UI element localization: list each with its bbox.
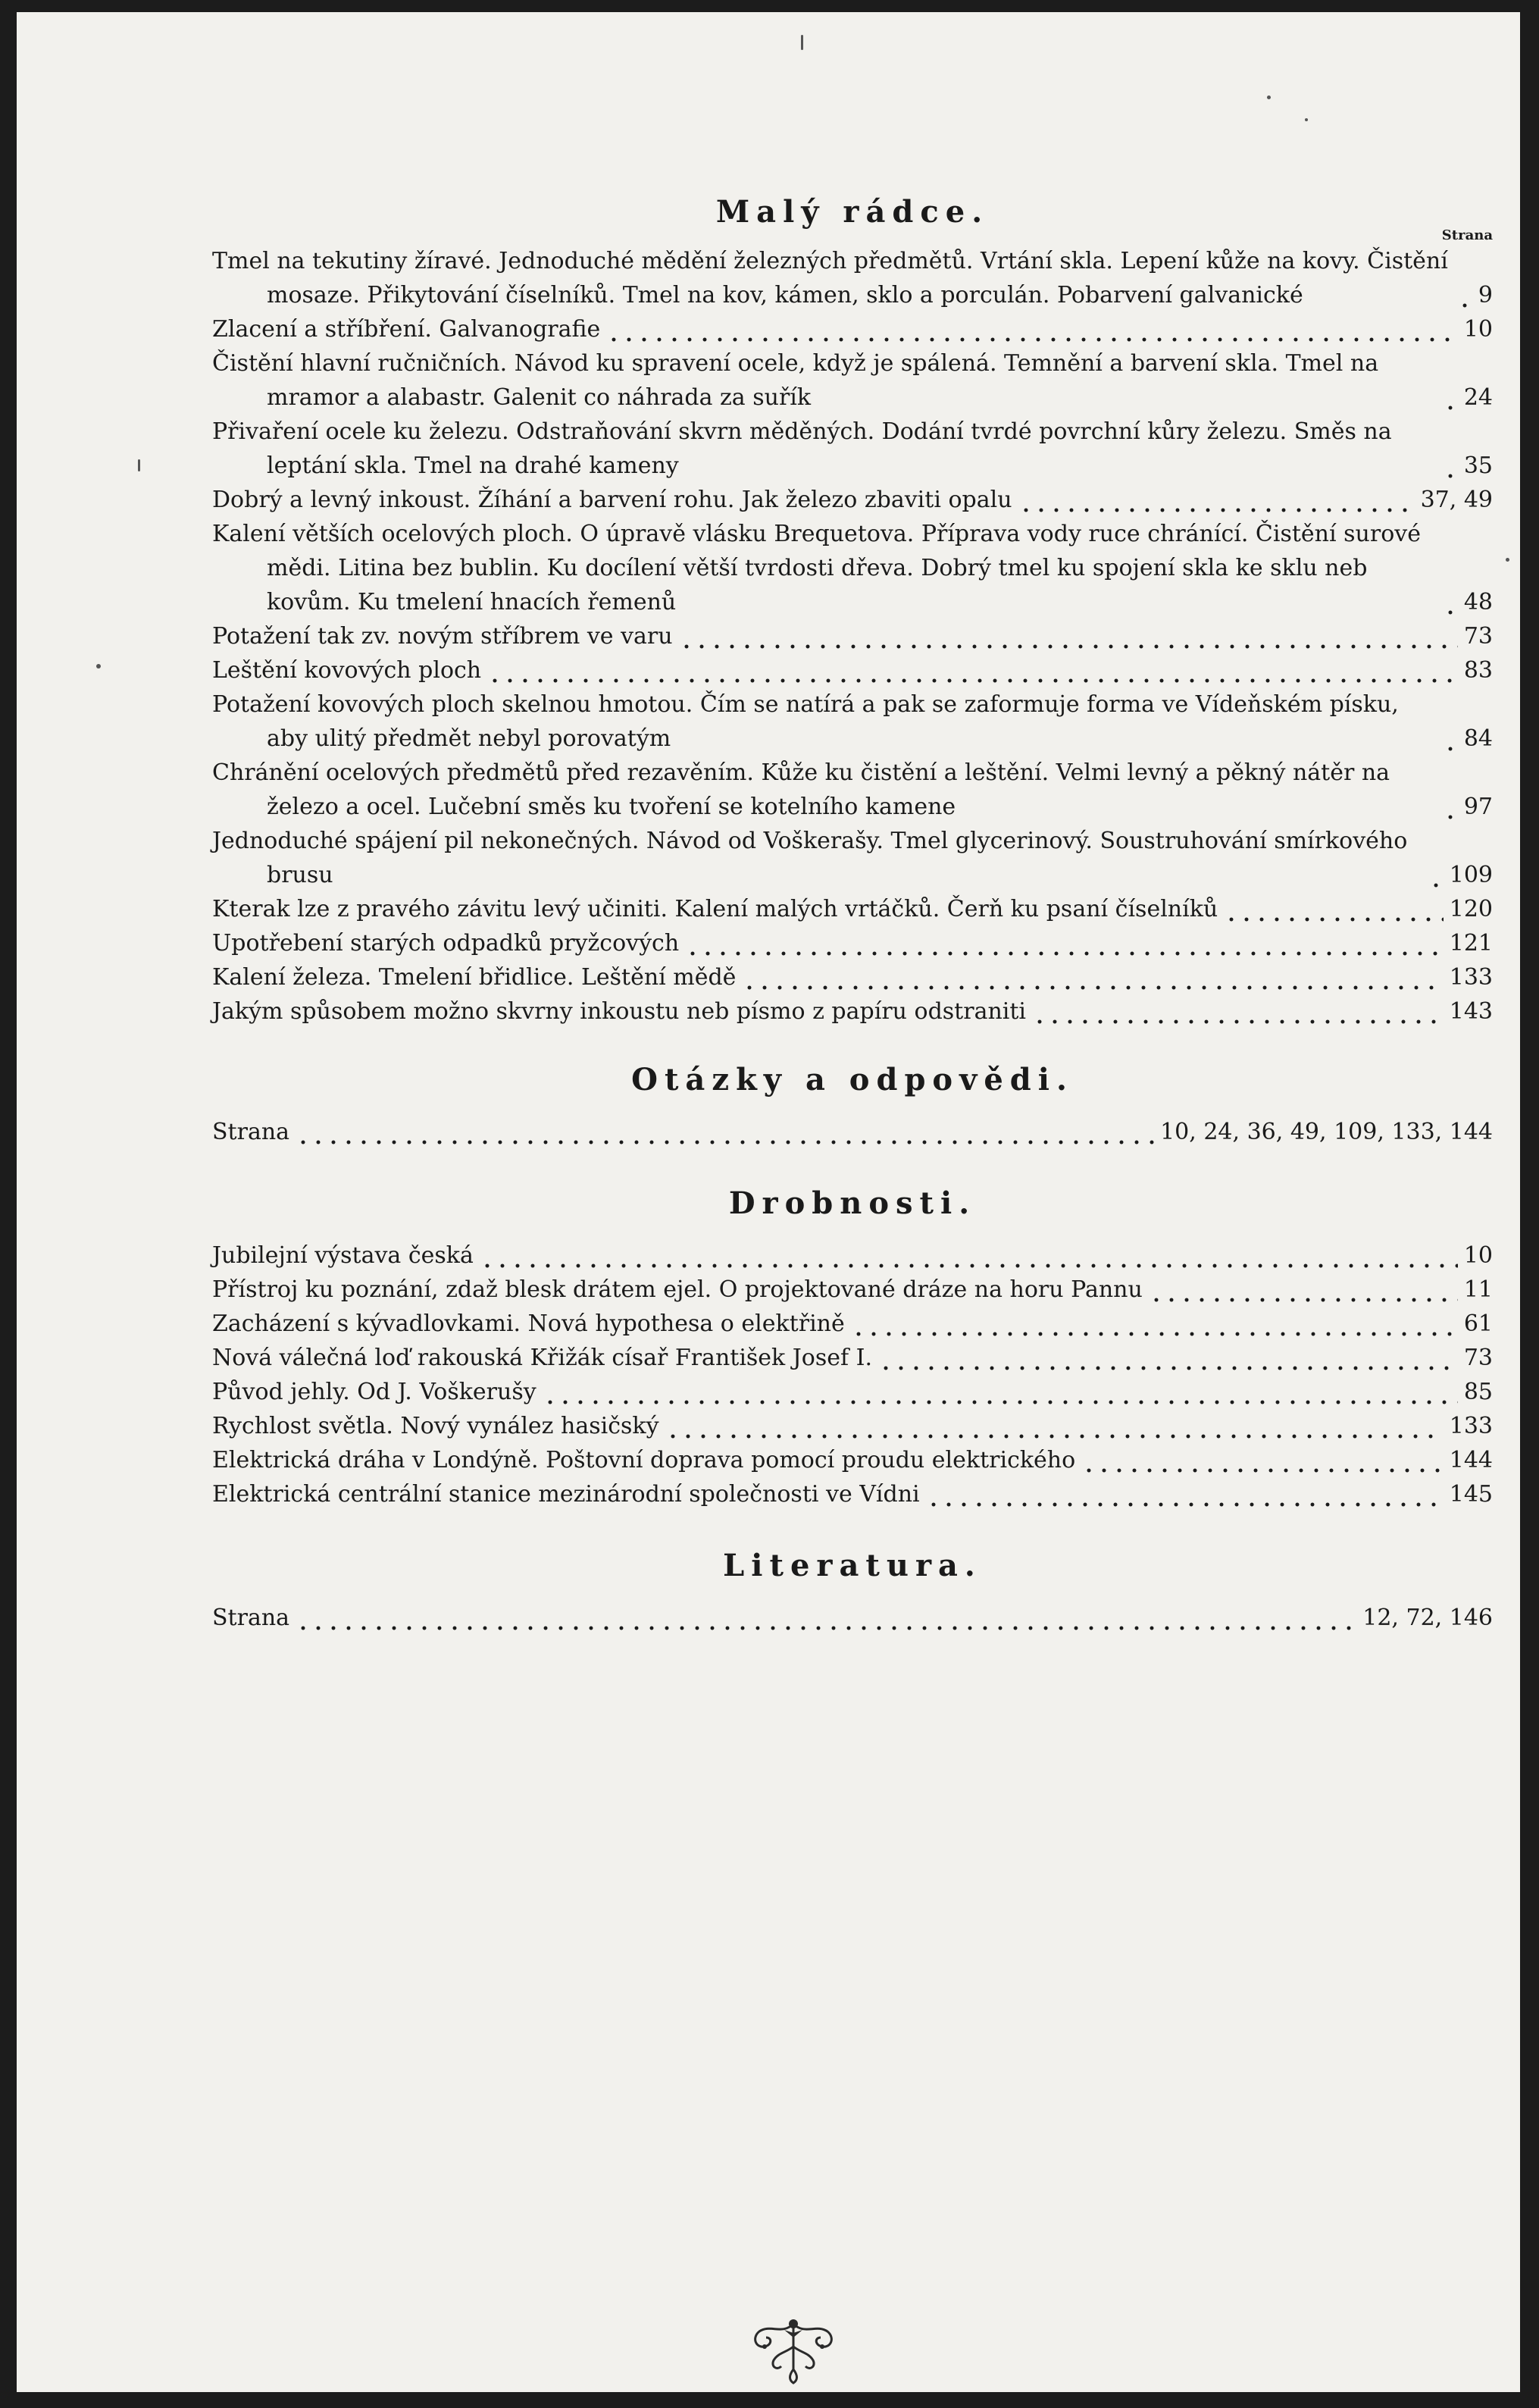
list-item: [212, 756, 1493, 824]
entry-page: 83: [1463, 657, 1493, 684]
list-item: [212, 1341, 1493, 1375]
section-otazky-a-odpovedi: [212, 1062, 1493, 1149]
entry-page: 9: [1478, 282, 1493, 308]
entry-page: 10: [1463, 1242, 1493, 1269]
list-item: [212, 892, 1493, 926]
entry-text: Kterak lze z pravého závitu levý učiniti. Kalení malých vrtáčků. Čerň ku psaní číselníků: [212, 896, 1218, 922]
entry-text: Leštění kovových ploch: [212, 657, 482, 684]
entry-list: [212, 1238, 1493, 1511]
dot-leader: [926, 1477, 1444, 1511]
entry-text: Jubilejní výstava česká: [212, 1242, 474, 1269]
entry-page: 10, 24, 36, 49, 109, 133, 144: [1160, 1119, 1493, 1145]
list-item: [212, 960, 1493, 994]
entry-text: Původ jehly. Od J. Voškerušy: [212, 1379, 536, 1405]
list-item: [212, 517, 1493, 619]
dot-leader: [606, 312, 1458, 346]
entry-text: Nová válečná loď rakouská Křižák císař František Josef I.: [212, 1345, 873, 1371]
entry-page: 109: [1449, 862, 1493, 888]
list-item: [212, 1443, 1493, 1477]
entry-text: Potažení kovových ploch skelnou hmotou. Čím se natírá a pak se zaformuje forma ve Vídeňském písku, aby ulitý předmět nebyl porovatým: [212, 691, 1399, 752]
entry-page: 73: [1463, 1345, 1493, 1371]
entry-page: 97: [1463, 794, 1493, 820]
entry-text: Upotřebení starých odpadků pryžcových: [212, 930, 680, 957]
entry-page: 73: [1463, 623, 1493, 650]
list-item: [212, 312, 1493, 346]
list-item: [212, 415, 1493, 483]
entry-page: 84: [1463, 725, 1493, 752]
list-item: [212, 824, 1493, 892]
dot-leader: [1443, 722, 1458, 756]
list-item: [212, 653, 1493, 687]
entry-page: 133: [1449, 964, 1493, 991]
section-literatura: [212, 1548, 1493, 1635]
entry-text: Strana: [212, 1605, 290, 1631]
entry-page: 143: [1449, 998, 1493, 1025]
list-item: [212, 1477, 1493, 1511]
dot-leader: [1018, 483, 1415, 517]
dot-leader: [1443, 585, 1458, 619]
entry-text: Strana: [212, 1119, 290, 1145]
dot-leader: [685, 926, 1444, 960]
section-title: Malý rádce.: [715, 194, 990, 230]
entry-page: 145: [1449, 1481, 1493, 1508]
list-item: [212, 483, 1493, 517]
dot-leader: [1443, 380, 1458, 415]
entry-text: Dobrý a levný inkoust. Žíhání a barvení rohu. Jak železo zbaviti opalu: [212, 487, 1012, 513]
list-item: [212, 244, 1493, 312]
page: [17, 12, 1520, 2392]
entry-text: Kalení železa. Tmelení břidlice. Leštění mědě: [212, 964, 737, 991]
dot-leader: [679, 619, 1458, 653]
table-of-contents: [212, 194, 1493, 1635]
dot-leader: [1443, 449, 1458, 483]
entry-page: 48: [1463, 589, 1493, 615]
dot-leader: [1443, 790, 1458, 824]
entry-list: [212, 244, 1493, 1029]
entry-text: Čistění hlavní ručničních. Návod ku spravení ocele, když je spálená. Temnění a barvení skla. Tmel na mramor a alabastr. Galenit co náhrada za suřík: [212, 350, 1379, 411]
entry-text: Jednoduché spájení pil nekonečných. Návod od Voškerašy. Tmel glycerinový. Soustruhování smírkového brusu: [212, 828, 1408, 888]
entry-page: 133: [1449, 1413, 1493, 1439]
dot-leader: [665, 1409, 1444, 1443]
list-item: [212, 1409, 1493, 1443]
dot-leader: [1032, 994, 1444, 1029]
list-item: [212, 994, 1493, 1029]
dot-leader: [878, 1341, 1458, 1375]
entry-text: Zacházení s kývadlovkami. Nová hypothesa o elektřině: [212, 1310, 845, 1337]
dot-leader: [296, 1115, 1154, 1149]
entry-page: 144: [1449, 1447, 1493, 1473]
dot-leader: [296, 1601, 1356, 1635]
list-item: [212, 1238, 1493, 1273]
entry-text: Kalení větších ocelových ploch. O úpravě vlásku Brequetova. Příprava vody ruce chránící. Čistění surové mědi. Litina bez bublin. Ku docílení větší tvrdosti dřeva. Dobrý tmel ku spojení skla ke sklu neb kovům. Ku tmelení hnacích řemenů: [212, 521, 1421, 615]
list-item: [212, 687, 1493, 756]
entry-text: Potažení tak zv. novým stříbrem ve varu: [212, 623, 673, 650]
entry-text: Rychlost světla. Nový vynález hasičský: [212, 1413, 659, 1439]
entry-page: 35: [1463, 452, 1493, 479]
entry-text: Chránění ocelových předmětů před rezavěním. Kůže ku čistění a leštění. Velmi levný a pěkný nátěr na železo a ocel. Lučební směs ku tvoření se kotelního kamene: [212, 759, 1390, 820]
dot-leader: [480, 1238, 1458, 1273]
entry-page: 85: [1463, 1379, 1493, 1405]
entry-text: Přivaření ocele ku železu. Odstraňování skvrn měděných. Dodání tvrdé povrchní kůry železu. Směs na leptání skla. Tmel na drahé kameny: [212, 418, 1392, 479]
dot-leader: [851, 1307, 1458, 1341]
list-item: [212, 1601, 1493, 1635]
page-column-header: Strana: [1441, 227, 1493, 243]
dot-leader: [487, 653, 1458, 687]
section-drobnosti: [212, 1185, 1493, 1511]
entry-text: Zlacení a stříbření. Galvanografie: [212, 316, 601, 343]
entry-text: Elektrická centrální stanice mezinárodní společnosti ve Vídni: [212, 1481, 920, 1508]
section-title: Otázky a odpovědi.: [631, 1062, 1074, 1098]
list-item: [212, 1375, 1493, 1409]
list-item: [212, 1273, 1493, 1307]
entry-text: Přístroj ku poznání, zdaž blesk drátem ejel. O projektované dráze na horu Pannu: [212, 1276, 1143, 1303]
dot-leader: [1428, 858, 1444, 892]
dot-leader: [1224, 892, 1444, 926]
entry-page: 11: [1463, 1276, 1493, 1303]
entry-page: 61: [1463, 1310, 1493, 1337]
list-item: [212, 1307, 1493, 1341]
list-item: [212, 619, 1493, 653]
section-maly-radce: [212, 194, 1493, 1029]
entry-page: 121: [1449, 930, 1493, 957]
section-title: Drobnosti.: [728, 1185, 977, 1221]
entry-text: Tmel na tekutiny žíravé. Jednoduché mědění železných předmětů. Vrtání skla. Lepení kůže na kovy. Čistění mosaze. Přikytování číselníků. Tmel na kov, kámen, sklo a porculán. Pobarvení galvanické: [212, 248, 1448, 308]
section-title: Literatura.: [723, 1548, 982, 1583]
dot-leader: [543, 1375, 1458, 1409]
list-item: [212, 1115, 1493, 1149]
list-item: [212, 346, 1493, 415]
entry-text: Jakým spůsobem možno skvrny inkoustu neb písmo z papíru odstraniti: [212, 998, 1027, 1025]
dot-leader: [742, 960, 1443, 994]
entry-text: Elektrická dráha v Londýně. Poštovní doprava pomocí proudu elektrického: [212, 1447, 1076, 1473]
dot-leader: [1457, 278, 1472, 312]
entry-page: 10: [1463, 316, 1493, 343]
entry-page: 120: [1449, 896, 1493, 922]
dot-leader: [1081, 1443, 1444, 1477]
entry-page: 37, 49: [1420, 487, 1493, 513]
entry-page: 12, 72, 146: [1362, 1605, 1493, 1631]
floral-ornament-icon: [748, 2316, 839, 2385]
list-item: [212, 926, 1493, 960]
entry-page: 24: [1463, 384, 1493, 411]
dot-leader: [1149, 1273, 1458, 1307]
